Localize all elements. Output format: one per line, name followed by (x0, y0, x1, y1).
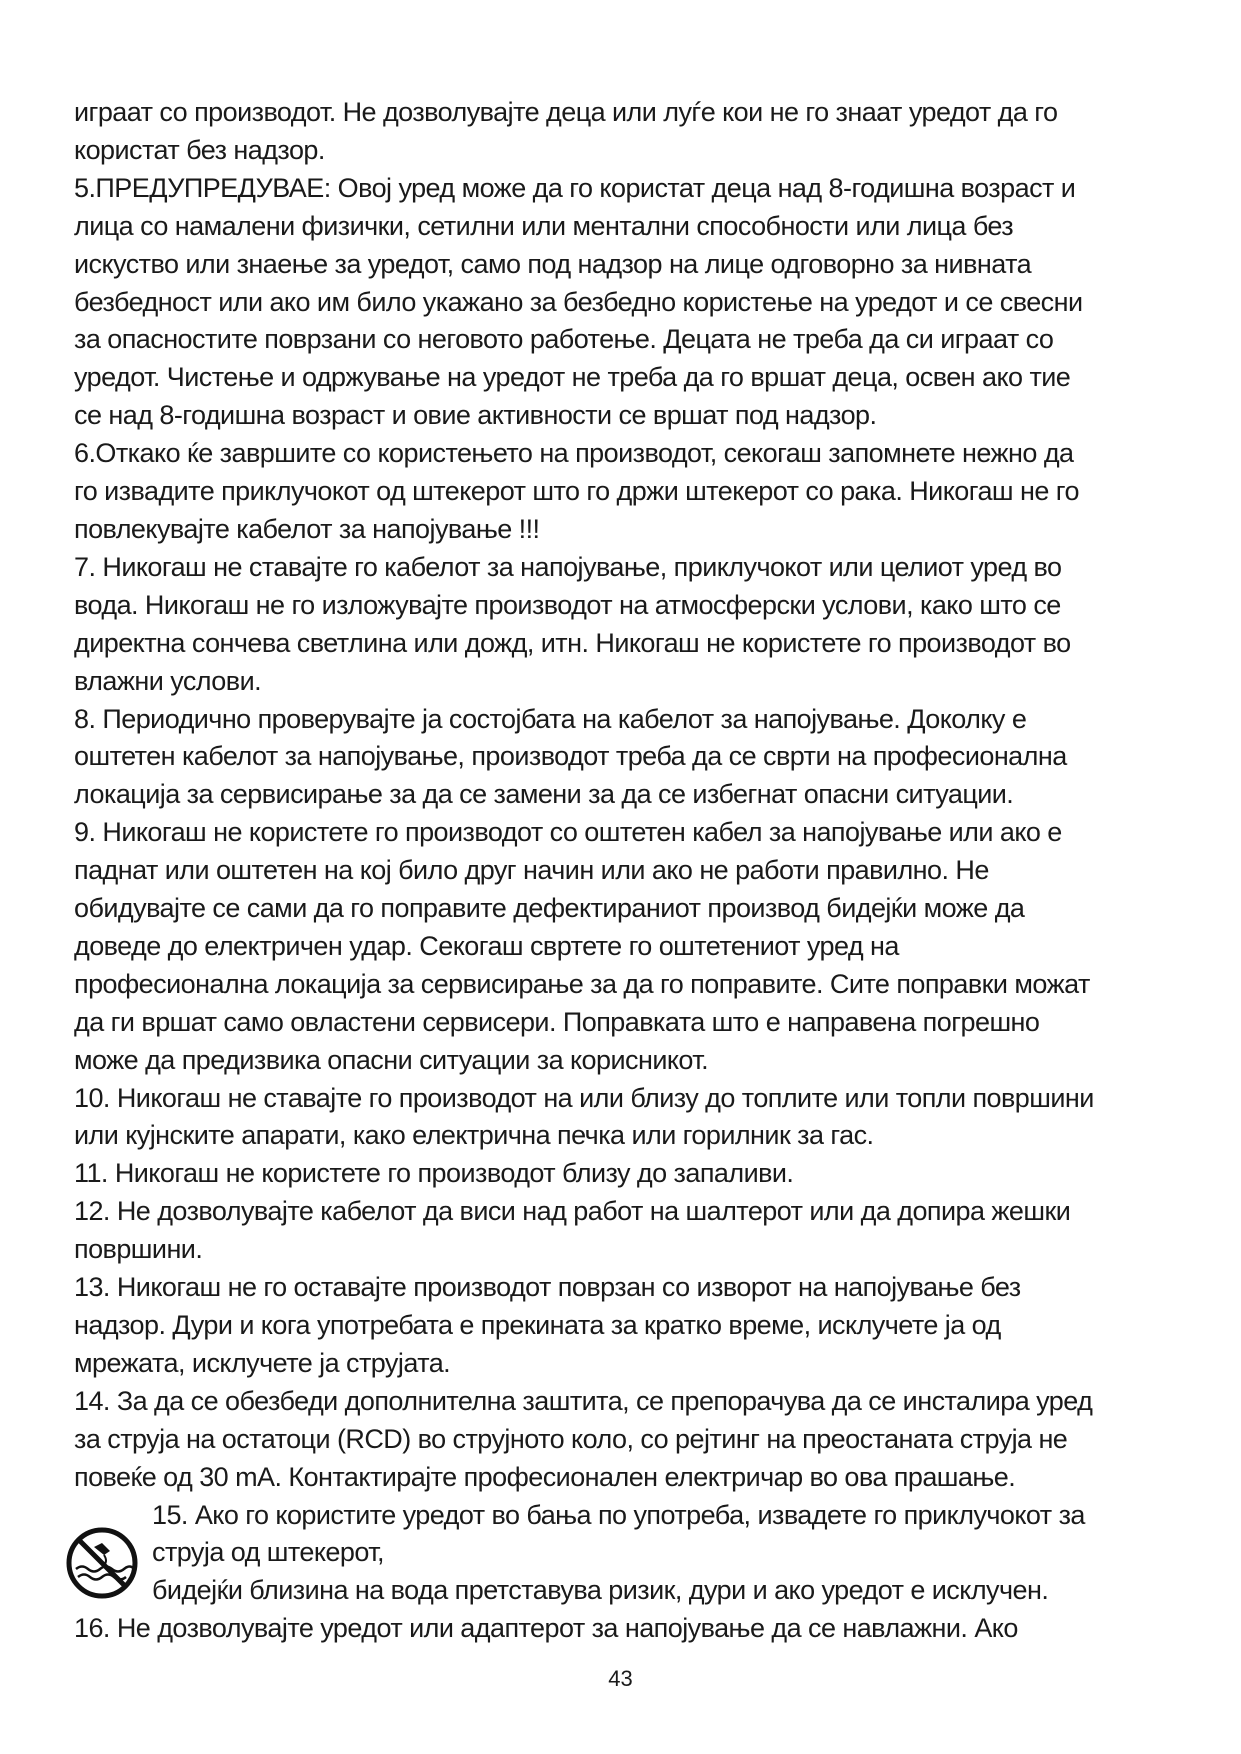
text-line: 7. Никогаш не ставајте го кабелот за напојување, приклучокот или целиот уред во (74, 551, 1062, 582)
text-line: се над 8-годишна возраст и овие активности се вршат под надзор. (74, 400, 877, 431)
text-line: 10. Никогаш не ставајте го производот на или близу до топлите или топли површини (74, 1082, 1094, 1113)
text-line: површини. (74, 1234, 203, 1265)
text-line: играат со производот. Не дозволувајте деца или луѓе кои не го знаат уредот да го (74, 97, 1058, 127)
text-line: 15. Ако го користите уредот во бања по употреба, извадете го приклучокот за (152, 1499, 1085, 1530)
text-line: влажни услови. (74, 665, 262, 696)
text-line: може да предизвика опасни ситуации за корисникот. (74, 1044, 709, 1075)
text-line: за струја на остатоци (RCD) во струјното коло, со рејтинг на преостаната струја не (74, 1423, 1068, 1454)
text-line: 14. За да се обезбеди дополнителна заштита, се препорачува да се инсталира уред (74, 1385, 1093, 1416)
text-line: директна сончева светлина или дожд, итн. Никогаш не користете го производот во (74, 627, 1071, 658)
page-number: 43 (608, 1666, 633, 1691)
text-line: мрежата, исклучете ја струјата. (74, 1347, 451, 1378)
text-line: паднат или оштетен на кој било друг начин или ако не работи правилно. Не (74, 855, 989, 886)
text-line: 12. Не дозволувајте кабелот да виси над работ на шалтерот или да допира жешки (74, 1196, 1071, 1227)
paragraphs-bottom (74, 1610, 1184, 1648)
text-line: локација за сервисирање за да се замени за да се избегнат опасни ситуации. (74, 779, 1014, 810)
text-line: го извадите приклучокот од штекерот што го држи штекерот со рака. Никогаш не го (74, 476, 1079, 507)
text-line: за опасностите поврзани со неговото работење. Децата не треба да си играат со (74, 324, 1054, 355)
text-line: професионална локација за сервисирање за да го поправите. Сите поправки можат (74, 968, 1090, 999)
text-line: лица со намалени физички, сетилни или ментални способности или лица без (74, 210, 1014, 241)
warning-item-15 (74, 1497, 1184, 1611)
text-line: уредот. Чистење и одржување на уредот не треба да го вршат деца, освен ако тие (74, 362, 1071, 393)
text-line: 5.ПРЕДУПРЕДУВАЕ: Овој уред може да го користат деца над 8-годишна возраст и (74, 172, 1076, 203)
text-line: доведе до електричен удар. Секогаш свртете го оштетениот уред на (74, 930, 899, 961)
text-line: 6.Откако ќе завршите со користењето на производот, секогаш запомнете нежно да (74, 438, 1074, 469)
text-line: безбедност или ако им било укажано за безбедно користење на уредот и се свесни (74, 286, 1083, 317)
text-line: струја од штекерот, (152, 1537, 385, 1568)
text-line: повлекувајте кабелот за напојување !!! (74, 513, 540, 544)
body-text (74, 94, 1184, 1648)
text-line: 16. Не дозволувајте уредот или адаптерот за напојување да се навлажни. Ако (74, 1613, 1018, 1644)
text-line: или кујнските апарати, како електрична печка или горилник за гас. (74, 1120, 874, 1151)
text-line: обидувајте се сами да го поправите дефектираниот производ бидејќи може да (74, 893, 1025, 924)
text-line: вода. Никогаш не го изложувајте производот на атмосферски услови, како што се (74, 589, 1061, 620)
text-line: користат без надзор. (74, 134, 325, 165)
text-line: повеќе од 30 mA. Контактирајте професионален електричар во ова прашање. (74, 1461, 1016, 1492)
text-line: бидејќи близина на вода претставува ризик, дури и ако уредот е исклучен. (152, 1575, 1049, 1606)
paragraphs-top (74, 94, 1184, 1497)
warning-lines (152, 1497, 1184, 1611)
text-line: искуство или знаење за уредот, само под надзор на лице одговорно за нивната (74, 248, 1032, 279)
no-water-bath-icon (64, 1525, 140, 1601)
text-line: 13. Никогаш не го оставајте производот поврзан со изворот на напојување без (74, 1272, 1021, 1303)
text-line: оштетен кабелот за напојување, производот треба да се сврти на професионална (74, 741, 1067, 772)
text-line: 8. Периодично проверувајте ја состојбата на кабелот за напојување. Доколку е (74, 703, 1027, 734)
text-line: 11. Никогаш не користете го производот близу до запаливи. (74, 1158, 794, 1189)
text-line: да ги вршат само овластени сервисери. Поправката што е направена погрешно (74, 1006, 1040, 1037)
text-line: надзор. Дури и кога употребата е прекината за кратко време, исклучете ја од (74, 1310, 1001, 1340)
text-line: 9. Никогаш не користете го производот со оштетен кабел за напојување или ако е (74, 817, 1062, 848)
